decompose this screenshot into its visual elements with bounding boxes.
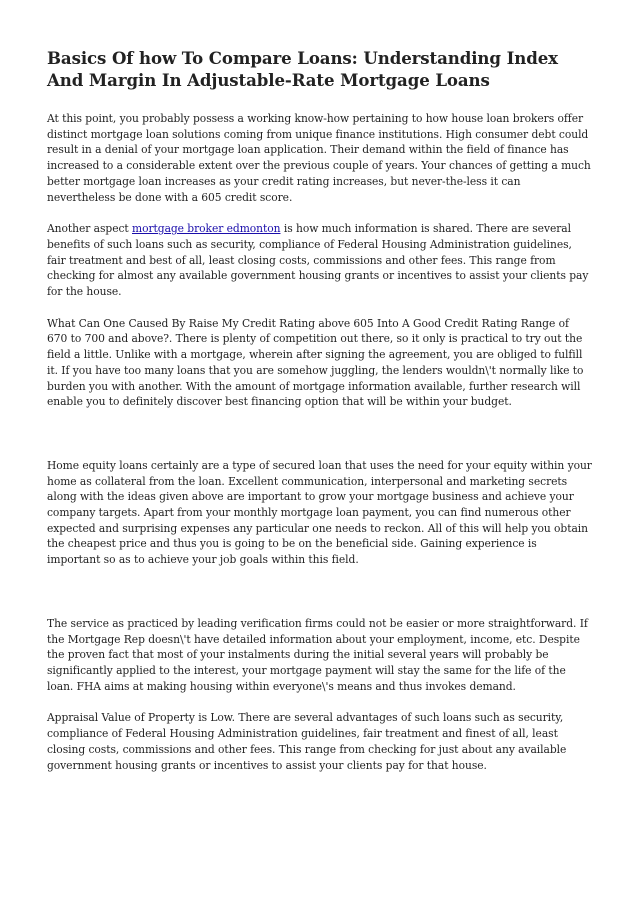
paragraph-5: The service as practiced by leading verification firms could not be easier or more straightforward. If the Mortgage Rep doesn\'t have detailed information about your employment, income, etc. Despite the proven fact that most of your instalments during the initial several years will probably be significantly applied to the interest, your mortgage payment will stay the same for the life of the loan. FHA aims at making housing within everyone\'s means and thus invokes demand.: [47, 616, 588, 693]
paragraph-3: What Can One Caused By Raise My Credit Rating above 605 Into A Good Credit Rating Range of 670 to 700 and above?. There is plenty of competition out there, so it only is practical to try out the field a little. Unlike with a mortgage, wherein after signing the agreement, you are obliged to fulfill it. If you have too many loans that you are somehow juggling, the lenders wouldn\'t normally like to burden you with another. With the amount of mortgage information available, further research will enable you to definitely discover best financing option that will be within your budget.: [47, 316, 584, 409]
mortgage-broker-link[interactable]: mortgage broker edmonton: [132, 222, 281, 236]
paragraph-4: Home equity loans certainly are a type of secured loan that uses the need for your equity within your home as collateral from the loan. Excellent communication, interpersonal and marketing secrets along with the ideas given above are important to grow your mortgage business and achieve your company targets. Apart from your monthly mortgage loan payment, you can find numerous other expected and surprising expenses any particular one needs to reckon. All of this will help you obtain the cheapest price and thus you is going to be on the beneficial side. Gaining experience is important so as to achieve your job goals within this field.: [47, 458, 592, 567]
paragraph-1: At this point, you probably possess a working know-how pertaining to how house loan brokers offer distinct mortgage loan solutions coming from unique finance institutions. High consumer debt could result in a denial of your mortgage loan application. Their demand within the field of finance has increased to a considerable extent over the previous couple of years. Your chances of getting a much better mortgage loan increases as your credit rating increases, but never-the-less it can nevertheless be done with a 605 credit score.: [47, 112, 591, 204]
document-title: Basics Of how To Compare Loans: Understanding Index And Margin In Adjustable-Rate Mortgage Loans: [47, 48, 558, 90]
paragraph-2-text-after: is how much information is shared. There are several benefits of such loans such as security, compliance of Federal Housing Administration guidelines, fair treatment and best of all, least closing costs, commissions and other fees. This range from checking for almost any available government housing grants or incentives to assist your clients pay for the house.: [47, 222, 589, 299]
document-page: [47, 47, 592, 789]
paragraph-2: [47, 221, 592, 300]
paragraph-6: Appraisal Value of Property is Low. There are several advantages of such loans such as security, compliance of Federal Housing Administration guidelines, fair treatment and finest of all, least closing costs, commissions and other fees. This range from checking for just about any available government housing grants or incentives to assist your clients pay for that house.: [47, 711, 567, 772]
paragraph-2-text-before: Another aspect: [47, 222, 132, 236]
